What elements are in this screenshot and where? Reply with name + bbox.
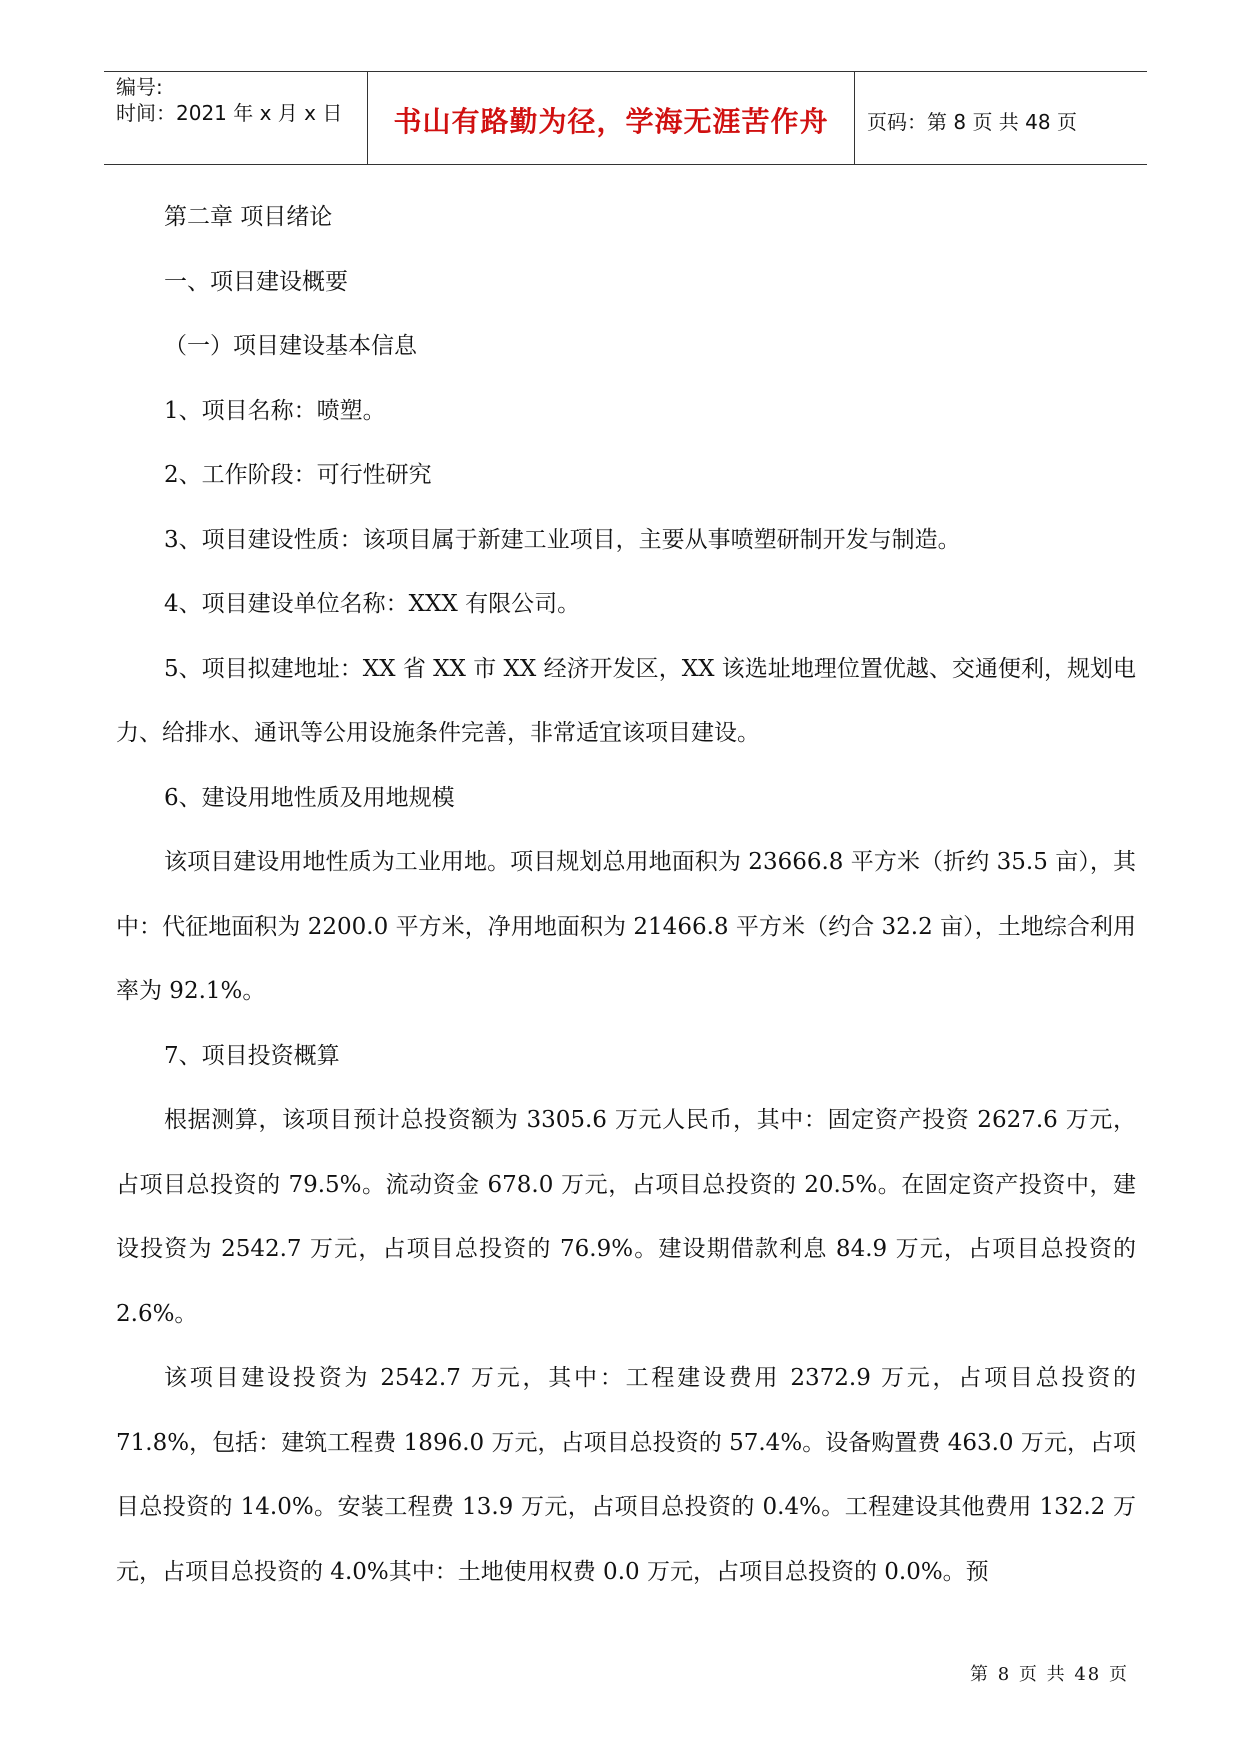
document-body	[116, 185, 1136, 1604]
header-meta	[104, 72, 368, 164]
list-item: 6、建设用地性质及用地规模	[164, 784, 455, 811]
chapter-title: 第二章 项目绪论	[164, 204, 333, 230]
list-item: 7、项目投资概算	[164, 1042, 340, 1069]
time-label: 时间：2021 年 x 月 x 日	[116, 101, 343, 125]
header-page-number: 页码：第 8 页 共 48 页	[867, 109, 1077, 134]
list-item: 2、工作阶段：可行性研究	[164, 462, 432, 488]
paragraph: 根据测算，该项目预计总投资额为 3305.6 万元人民币，其中：固定资产投资 2627.6 万元，占项目总投资的 79.5%。流动资金 678.0 万元，占项目总投资的 20.5%。在固定资产投资中，建设投资为 2542.7 万元，占项目总投资的 76.9%。建设期借款利息 84.9 万元，占项目总投资的 2.6%。	[116, 1107, 1136, 1327]
page-header	[104, 71, 1147, 165]
list-item: 1、项目名称：喷塑。	[164, 397, 386, 424]
section-heading: 一、项目建设概要	[164, 268, 348, 295]
paragraph: 该项目建设投资为 2542.7 万元，其中：工程建设费用 2372.9 万元，占项目总投资的 71.8%，包括：建筑工程费 1896.0 万元，占项目总投资的 57.4%。设备购置费 463.0 万元，占项目总投资的 14.0%。安装工程费 13.9 万元，占项目总投资的 0.4%。工程建设其他费用 132.2 万元，占项目总投资的 4.0%其中：土地使用权费 0.0 万元，占项目总投资的 0.0%。预	[116, 1365, 1136, 1585]
serial-label: 编号:	[116, 75, 163, 99]
list-item: 5、项目拟建地址：XX 省 XX 市 XX 经济开发区，XX 该选址地理位置优越、交通便利，规划电力、给排水、通讯等公用设施条件完善，非常适宜该项目建设。	[116, 655, 1136, 746]
header-motto: 书山有路勤为径，学海无涯苦作舟	[368, 72, 855, 164]
list-item: 4、项目建设单位名称：XXX 有限公司。	[164, 591, 581, 617]
footer-page-number: 第 8 页 共 48 页	[970, 1664, 1129, 1685]
subsection-heading: （一）项目建设基本信息	[164, 333, 417, 359]
list-item: 3、项目建设性质：该项目属于新建工业项目，主要从事喷塑研制开发与制造。	[164, 526, 961, 553]
paragraph: 该项目建设用地性质为工业用地。项目规划总用地面积为 23666.8 平方米（折约 35.5 亩），其中：代征地面积为 2200.0 平方米，净用地面积为 21466.8 平方米（约合 32.2 亩），土地综合利用率为 92.1%。	[116, 849, 1136, 1004]
